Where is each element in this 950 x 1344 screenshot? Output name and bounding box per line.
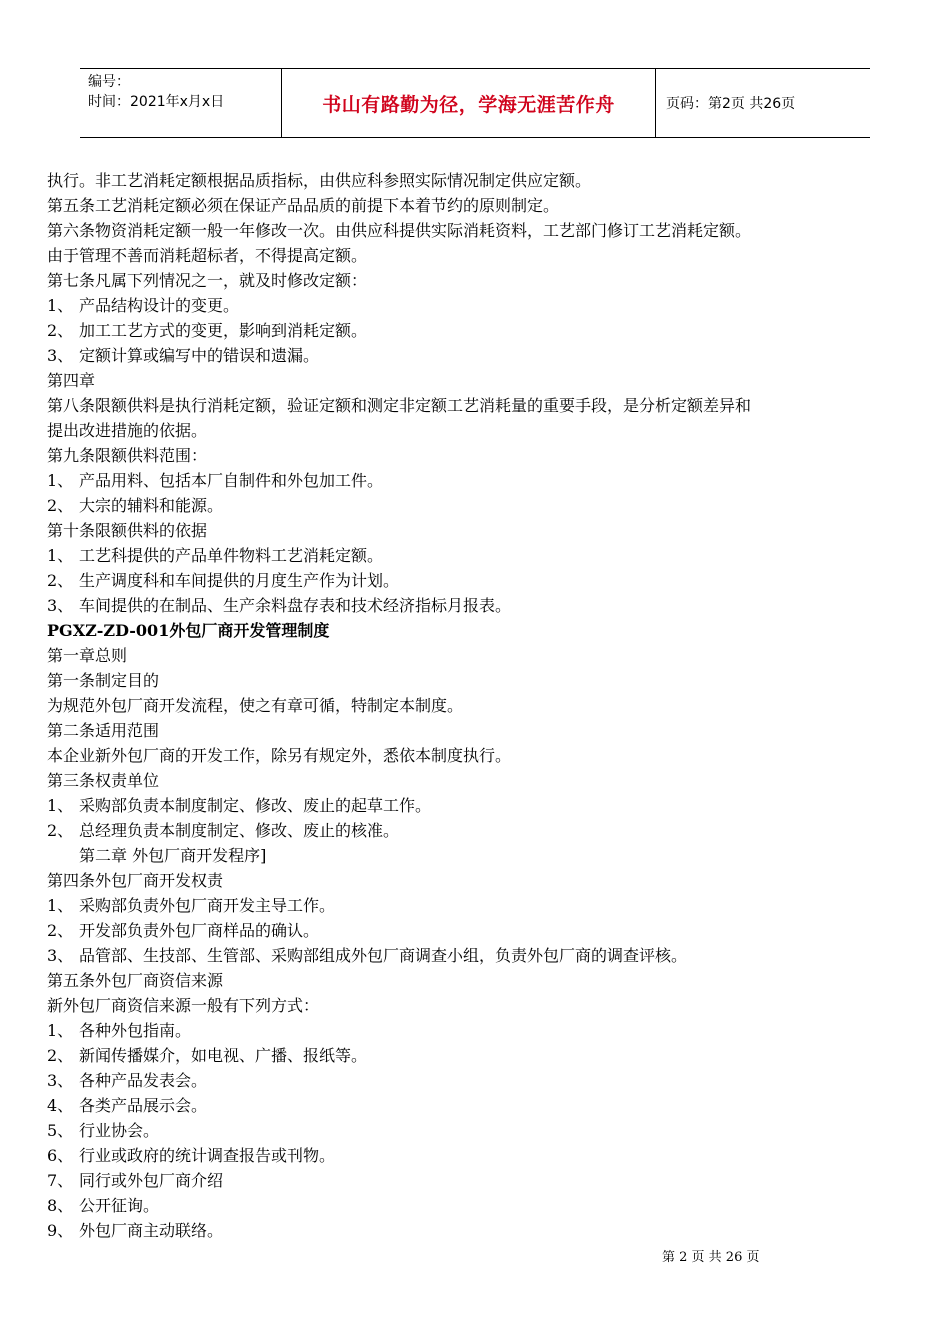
list-item-number: 8、 [47, 1196, 74, 1215]
text-line [47, 243, 907, 268]
line-text: 新外包厂商资信来源一般有下列方式： [47, 996, 320, 1015]
list-item-number: 3、 [47, 596, 74, 615]
text-line [47, 968, 907, 993]
line-text: 产品用料、包括本厂自制件和外包加工件。 [79, 471, 384, 490]
list-item [47, 593, 907, 618]
text-line [47, 693, 907, 718]
list-item-number: 2、 [47, 921, 74, 940]
line-text: 第三条权责单位 [47, 771, 160, 790]
line-text: 第一条制定目的 [47, 671, 160, 690]
line-text: 各种外包指南。 [79, 1021, 192, 1040]
text-line [47, 843, 907, 868]
list-item [47, 818, 907, 843]
line-text: 行业或政府的统计调查报告或刊物。 [79, 1146, 336, 1165]
line-text: 工艺科提供的产品单件物料工艺消耗定额。 [79, 546, 384, 565]
list-item-number: 2、 [47, 321, 74, 340]
line-text: 第一章总则 [47, 646, 128, 665]
document-header [80, 68, 870, 138]
line-text: 各种产品发表会。 [79, 1071, 208, 1090]
line-text: 本企业新外包厂商的开发工作，除另有规定外，悉依本制度执行。 [47, 746, 512, 765]
line-text: 总经理负责本制度制定、修改、废止的核准。 [79, 821, 400, 840]
line-text: 产品结构设计的变更。 [79, 296, 240, 315]
list-item-number: 6、 [47, 1146, 74, 1165]
list-item [47, 793, 907, 818]
list-item [47, 1143, 907, 1168]
line-text: 新闻传播媒介，如电视、广播、报纸等。 [79, 1046, 368, 1065]
line-text: 开发部负责外包厂商样品的确认。 [79, 921, 320, 940]
text-line [47, 193, 907, 218]
line-text: 生产调度科和车间提供的月度生产作为计划。 [79, 571, 400, 590]
document-number-label: 编号： [88, 74, 130, 90]
text-line [47, 368, 907, 393]
line-text: 第十条限额供料的依据 [47, 521, 208, 540]
line-text: 采购部负责外包厂商开发主导工作。 [79, 896, 336, 915]
list-item [47, 1093, 907, 1118]
list-item [47, 1018, 907, 1043]
list-item [47, 1168, 907, 1193]
list-item-number: 7、 [47, 1171, 74, 1190]
text-line [47, 218, 907, 243]
line-text: 同行或外包厂商介绍 [79, 1171, 224, 1190]
list-item [47, 1218, 907, 1243]
list-item-number: 1、 [47, 296, 74, 315]
line-text: 品管部、生技部、生管部、采购部组成外包厂商调查小组，负责外包厂商的调查评核。 [79, 946, 688, 965]
list-item [47, 343, 907, 368]
list-item-number: 3、 [47, 346, 74, 365]
list-item [47, 293, 907, 318]
document-body [47, 168, 907, 1243]
list-item-number: 2、 [47, 571, 74, 590]
list-item-number: 2、 [47, 821, 74, 840]
line-text: 加工工艺方式的变更，影响到消耗定额。 [79, 321, 368, 340]
list-item-number: 1、 [47, 1021, 74, 1040]
line-text: 由于管理不善而消耗超标者，不得提高定额。 [47, 246, 368, 265]
list-item [47, 318, 907, 343]
line-text: 提出改进措施的依据。 [47, 421, 208, 440]
list-item [47, 918, 907, 943]
text-line [47, 718, 907, 743]
list-item [47, 543, 907, 568]
list-item-number: 4、 [47, 1096, 74, 1115]
list-item [47, 943, 907, 968]
document-time-label: 时间：2021年x月x日 [88, 94, 225, 110]
line-text: 第六条物资消耗定额一般一年修改一次。由供应科提供实际消耗资料，工艺部门修订工艺消耗定额。 [47, 221, 752, 240]
text-line [47, 618, 907, 643]
list-item [47, 1043, 907, 1068]
list-item-number: 2、 [47, 1046, 74, 1065]
list-item-number: 2、 [47, 496, 74, 515]
list-item [47, 493, 907, 518]
list-item [47, 468, 907, 493]
line-text: 车间提供的在制品、生产余料盘存表和技术经济指标月报表。 [79, 596, 512, 615]
line-text: 第五条外包厂商资信来源 [47, 971, 224, 990]
line-text: 采购部负责本制度制定、修改、废止的起草工作。 [79, 796, 432, 815]
text-line [47, 393, 907, 418]
text-line [47, 268, 907, 293]
list-item [47, 893, 907, 918]
text-line [47, 643, 907, 668]
line-text: 外包厂商主动联络。 [79, 1221, 224, 1240]
line-text: 第七条凡属下列情况之一，就及时修改定额： [47, 271, 368, 290]
line-text: 第九条限额供料范围： [47, 446, 208, 465]
text-line [47, 768, 907, 793]
line-text: 公开征询。 [79, 1196, 160, 1215]
line-text: 行业协会。 [79, 1121, 160, 1140]
list-item-number: 1、 [47, 546, 74, 565]
list-item-number: 3、 [47, 946, 74, 965]
text-line [47, 518, 907, 543]
list-item-number: 9、 [47, 1221, 74, 1240]
list-item-number: 1、 [47, 471, 74, 490]
line-text: 第二条适用范围 [47, 721, 160, 740]
page-footer: 第 2 页 共 26 页 [662, 1250, 760, 1265]
line-text: PGXZ-ZD-001外包厂商开发管理制度 [47, 621, 330, 640]
line-text: 定额计算或编写中的错误和遗漏。 [79, 346, 320, 365]
line-text: 第五条工艺消耗定额必须在保证产品品质的前提下本着节约的原则制定。 [47, 196, 560, 215]
header-motto: 书山有路勤为径，学海无涯苦作舟 [282, 69, 656, 137]
line-text: 第四章 [47, 371, 96, 390]
text-line [47, 993, 907, 1018]
line-text: 为规范外包厂商开发流程，使之有章可循，特制定本制度。 [47, 696, 464, 715]
text-line [47, 668, 907, 693]
list-item [47, 568, 907, 593]
text-line [47, 443, 907, 468]
text-line [47, 418, 907, 443]
text-line [47, 168, 907, 193]
text-line [47, 868, 907, 893]
list-item [47, 1193, 907, 1218]
list-item-number: 5、 [47, 1121, 74, 1140]
line-text: 第八条限额供料是执行消耗定额，验证定额和测定非定额工艺消耗量的重要手段，是分析定额差异和 [47, 396, 752, 415]
list-item [47, 1118, 907, 1143]
list-item-number: 1、 [47, 796, 74, 815]
header-info-cell [80, 69, 282, 137]
list-item-number: 1、 [47, 896, 74, 915]
list-item [47, 1068, 907, 1093]
list-item-number: 3、 [47, 1071, 74, 1090]
line-text: 执行。非工艺消耗定额根据品质指标，由供应科参照实际情况制定供应定额。 [47, 171, 592, 190]
line-text: 大宗的辅料和能源。 [79, 496, 224, 515]
line-text: 第二章 外包厂商开发程序] [79, 846, 267, 865]
header-page-number: 页码：第2页 共26页 [666, 96, 796, 112]
line-text: 各类产品展示会。 [79, 1096, 208, 1115]
text-line [47, 743, 907, 768]
line-text: 第四条外包厂商开发权责 [47, 871, 224, 890]
